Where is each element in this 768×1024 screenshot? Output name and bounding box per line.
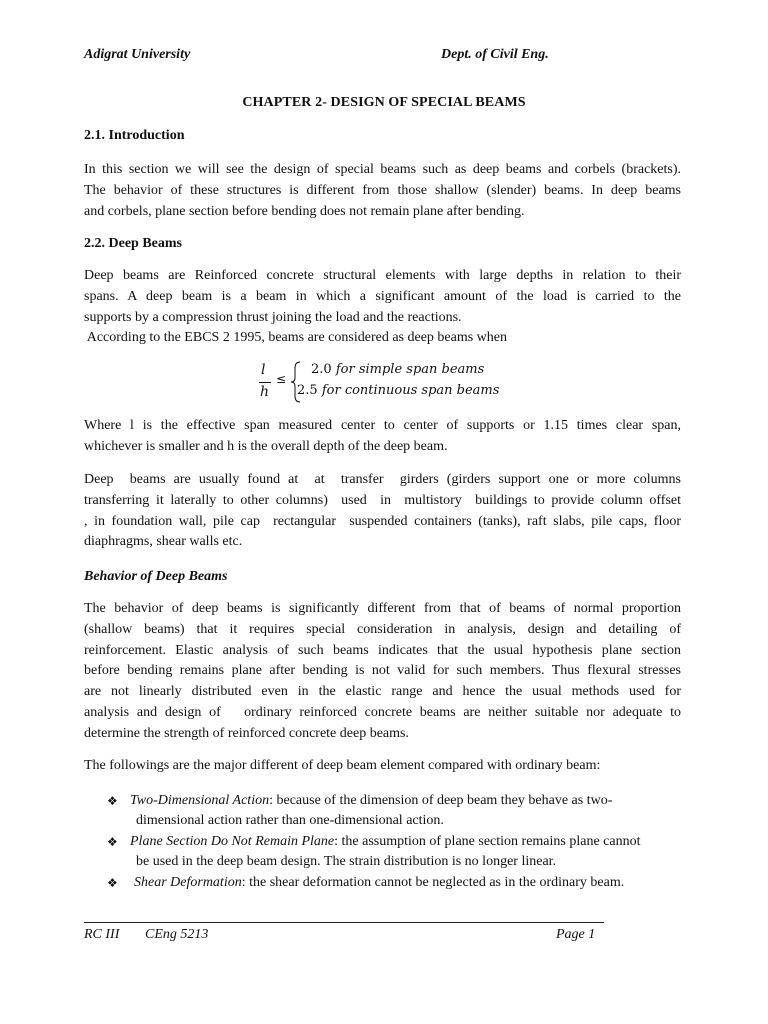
paragraph-line: analysis and design of ordinary reinforced concrete beams are neither suitable nor adequate to — [84, 704, 681, 720]
paragraph-line: reinforcement. Elastic analysis of such beams indicates that the usual hypothesis plane section — [84, 642, 681, 658]
bullet-term: Shear Deformation — [134, 874, 242, 890]
header-university: Adigrat University — [84, 47, 191, 62]
paragraph-line: Where l is the effective span measured center to center of supports or 1.15 times clear span, — [84, 418, 681, 433]
formula-case-simple — [311, 362, 484, 377]
paragraph-line: The followings are the major different of deep beam element compared with ordinary beam: — [84, 758, 601, 773]
case-value: 2.5 — [297, 383, 318, 398]
where-paragraph — [84, 416, 681, 458]
paragraph-line: are not linearly distributed even in the elastic range and hence the usual methods used for — [84, 684, 681, 700]
deep-beam-differences-list — [107, 791, 681, 893]
paragraph-line: The behavior of these structures is different from those shallow (slender) beams. In deep beams — [84, 182, 681, 198]
paragraph-line: (shallow beams) that it requires special consideration in analysis, design and detailing of — [84, 621, 681, 637]
paragraph-line: According to the EBCS 2 1995, beams are considered as deep beams when — [84, 330, 508, 346]
fraction-numerator: l — [261, 362, 266, 378]
fraction-denominator: h — [260, 384, 270, 400]
case-value: 2.0 — [311, 362, 332, 377]
paragraph-line: , in foundation wall, pile cap rectangular suspended containers (tanks), raft slabs, pile caps, floor — [84, 513, 681, 529]
footer-course: RC III — [84, 927, 120, 942]
bullet-text: : the shear deformation cannot be neglected as in the ordinary beam. — [241, 874, 625, 890]
section-heading-deep-beams: 2.2. Deep Beams — [84, 236, 182, 251]
bullet-text: : the assumption of plane section remains plane cannot — [334, 833, 641, 849]
case-text: for simple span beams — [335, 362, 485, 377]
diamond-bullet-icon: ❖ — [107, 875, 118, 890]
diamond-bullet-icon: ❖ — [107, 794, 118, 808]
header-department: Dept. of Civil Eng. — [441, 47, 549, 62]
intro-paragraph — [84, 160, 681, 222]
paragraph-line: In this section we will see the design of special beams such as deep beams and corbels (brackets). — [84, 162, 681, 177]
paragraph-line: determine the strength of reinforced concrete deep beams. — [84, 725, 409, 741]
case-text: for continuous span beams — [321, 383, 500, 398]
deep-beam-criterion-formula — [257, 360, 527, 404]
bullet-continuation: dimensional action rather than one-dimensional action. — [136, 813, 444, 829]
paragraph-line: diaphragms, shear walls etc. — [84, 534, 243, 550]
section-heading-behavior: Behavior of Deep Beams — [84, 569, 228, 584]
paragraph-line: Deep beams are Reinforced concrete structural elements with large depths in relation to their — [84, 268, 681, 283]
footer-divider — [84, 922, 604, 923]
fraction-bar — [259, 382, 271, 383]
list-item — [107, 873, 681, 893]
section-heading-introduction: 2.1. Introduction — [84, 128, 185, 143]
bullet-term: Two-Dimensional Action — [130, 793, 270, 808]
footer-page-number: Page 1 — [556, 927, 596, 942]
less-equal-symbol: ≤ — [276, 372, 287, 386]
footer-course-code: CEng 5213 — [145, 927, 209, 942]
deep-beams-location-paragraph — [84, 470, 681, 553]
paragraph-line: Deep beams are usually found at at transfer girders (girders support one or more columns — [84, 472, 681, 487]
chapter-title: CHAPTER 2- DESIGN OF SPECIAL BEAMS — [242, 95, 526, 110]
list-item — [107, 832, 681, 873]
bullet-term: Plane Section Do Not Remain Plane — [130, 833, 335, 849]
paragraph-line: before bending remains plane after bending is not valid for such members. Thus flexural stresses — [84, 663, 681, 679]
behavior-paragraph — [84, 599, 681, 745]
bullet-continuation: be used in the deep beam design. The strain distribution is no longer linear. — [136, 854, 557, 870]
paragraph-line: transferring it laterally to other columns) used in multistory buildings to provide column offset — [84, 492, 681, 508]
bullet-text: : because of the dimension of deep beam they behave as two- — [269, 793, 613, 808]
list-item — [107, 791, 681, 832]
paragraph-line: whichever is smaller and h is the overall depth of the deep beam. — [84, 438, 448, 454]
paragraph-line: and corbels, plane section before bending does not remain plane after bending. — [84, 203, 525, 219]
paragraph-line: supports by a compression thrust joining the load and the reactions. — [84, 309, 462, 325]
deep-beams-paragraph — [84, 266, 681, 349]
diamond-bullet-icon: ❖ — [107, 834, 118, 849]
paragraph-line: The behavior of deep beams is significantly different from that of beams of normal proportion — [84, 601, 681, 616]
formula-case-continuous — [297, 383, 499, 398]
paragraph-line: spans. A deep beam is a beam in which a significant amount of the load is carried to the — [84, 288, 681, 304]
followings-paragraph — [84, 756, 681, 777]
